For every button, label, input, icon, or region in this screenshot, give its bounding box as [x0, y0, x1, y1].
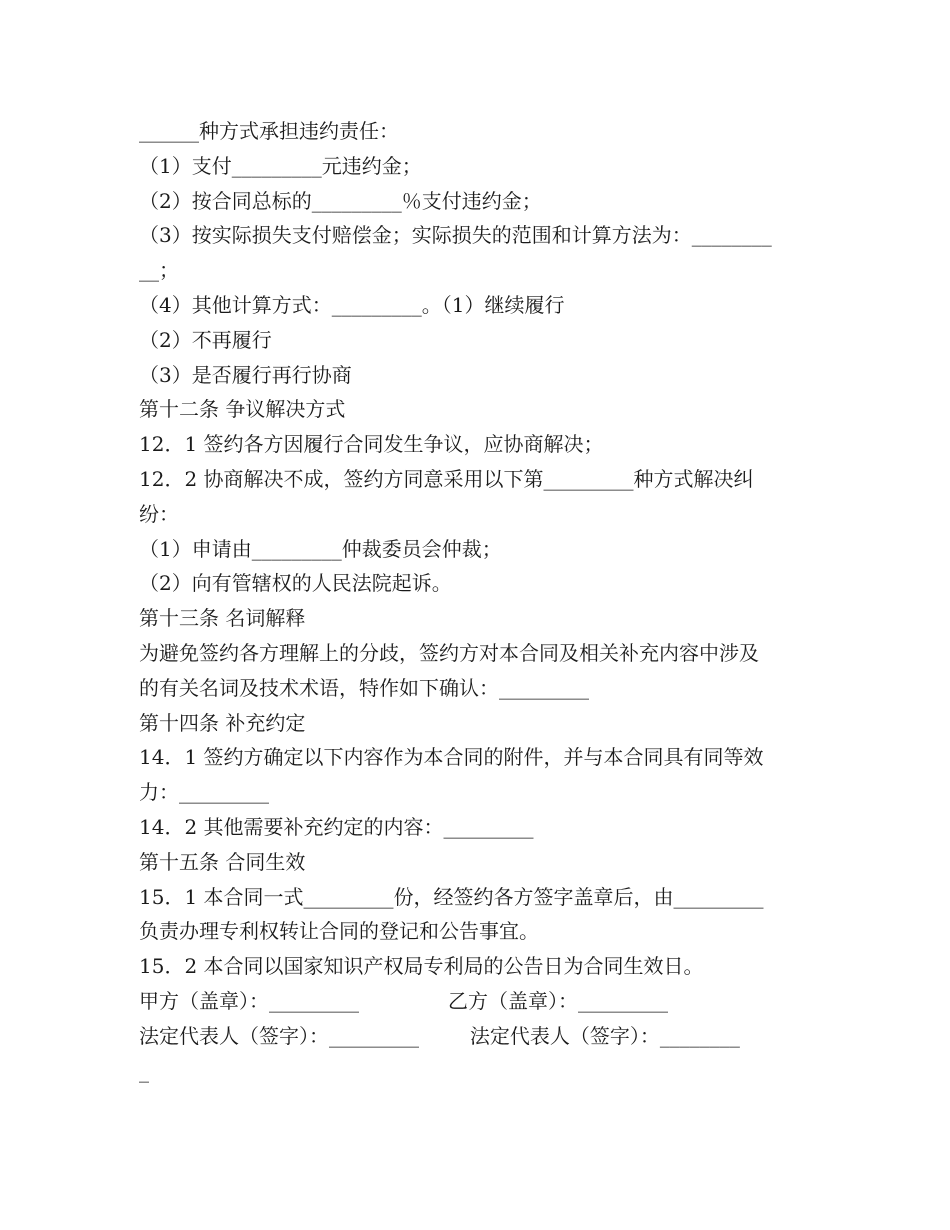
text-line: （1）支付_________元违约金； — [139, 153, 422, 178]
text-line: （2）不再履行 — [139, 327, 272, 352]
text-line: （2）向有管辖权的人民法院起诉。 — [139, 571, 452, 596]
text-line: 15．2 本合同以国家知识产权局专利局的公告日为合同生效日。 — [139, 954, 704, 979]
section-heading: 第十二条 争议解决方式 — [139, 397, 346, 422]
text-line: 负责办理专利权转让合同的登记和公告事宜。 — [139, 919, 539, 944]
text-line: 力：_________ — [139, 780, 269, 805]
section-heading: 第十三条 名词解释 — [139, 606, 306, 631]
section-heading: 第十四条 补充约定 — [139, 710, 306, 735]
text-line: （1）申请由_________仲裁委员会仲裁； — [139, 536, 502, 561]
signature-line-representative: 法定代表人（签字）：_________ 法定代表人（签字）：________ — [139, 1023, 740, 1048]
text-line: 12．2 协商解决不成，签约方同意采用以下第_________种方式解决纠 — [139, 466, 754, 491]
text-line: （2）按合同总标的_________％支付违约金； — [139, 188, 542, 213]
text-line: 的有关名词及技术术语，特作如下确认：_________ — [139, 675, 589, 700]
text-line: 纷： — [139, 501, 179, 526]
signature-line-seal: 甲方（盖章）：_________ 乙方（盖章）：_________ — [139, 988, 669, 1013]
text-line: （3）是否履行再行协商 — [139, 362, 352, 387]
text-line: 12．1 签约各方因履行合同发生争议，应协商解决； — [139, 432, 604, 457]
text-line: _ — [139, 1058, 149, 1083]
text-line: 14．2 其他需要补充约定的内容：_________ — [139, 814, 534, 839]
text-line: 为避免签约各方理解上的分歧，签约方对本合同及相关补充内容中涉及 — [139, 640, 759, 665]
text-line: __； — [139, 258, 179, 283]
text-line: ______种方式承担违约责任： — [139, 119, 399, 143]
text-line: 15．1 本合同一式_________份，经签约各方签字盖章后，由_________ — [139, 884, 764, 909]
contract-text — [139, 114, 839, 1088]
text-line: 14．1 签约方确定以下内容作为本合同的附件，并与本合同具有同等效 — [139, 745, 764, 770]
text-line: （3）按实际损失支付赔偿金；实际损失的范围和计算方法为：________ — [139, 223, 772, 248]
text-line: （4）其他计算方式：_________。（1）继续履行 — [139, 292, 565, 317]
section-heading: 第十五条 合同生效 — [139, 849, 306, 874]
